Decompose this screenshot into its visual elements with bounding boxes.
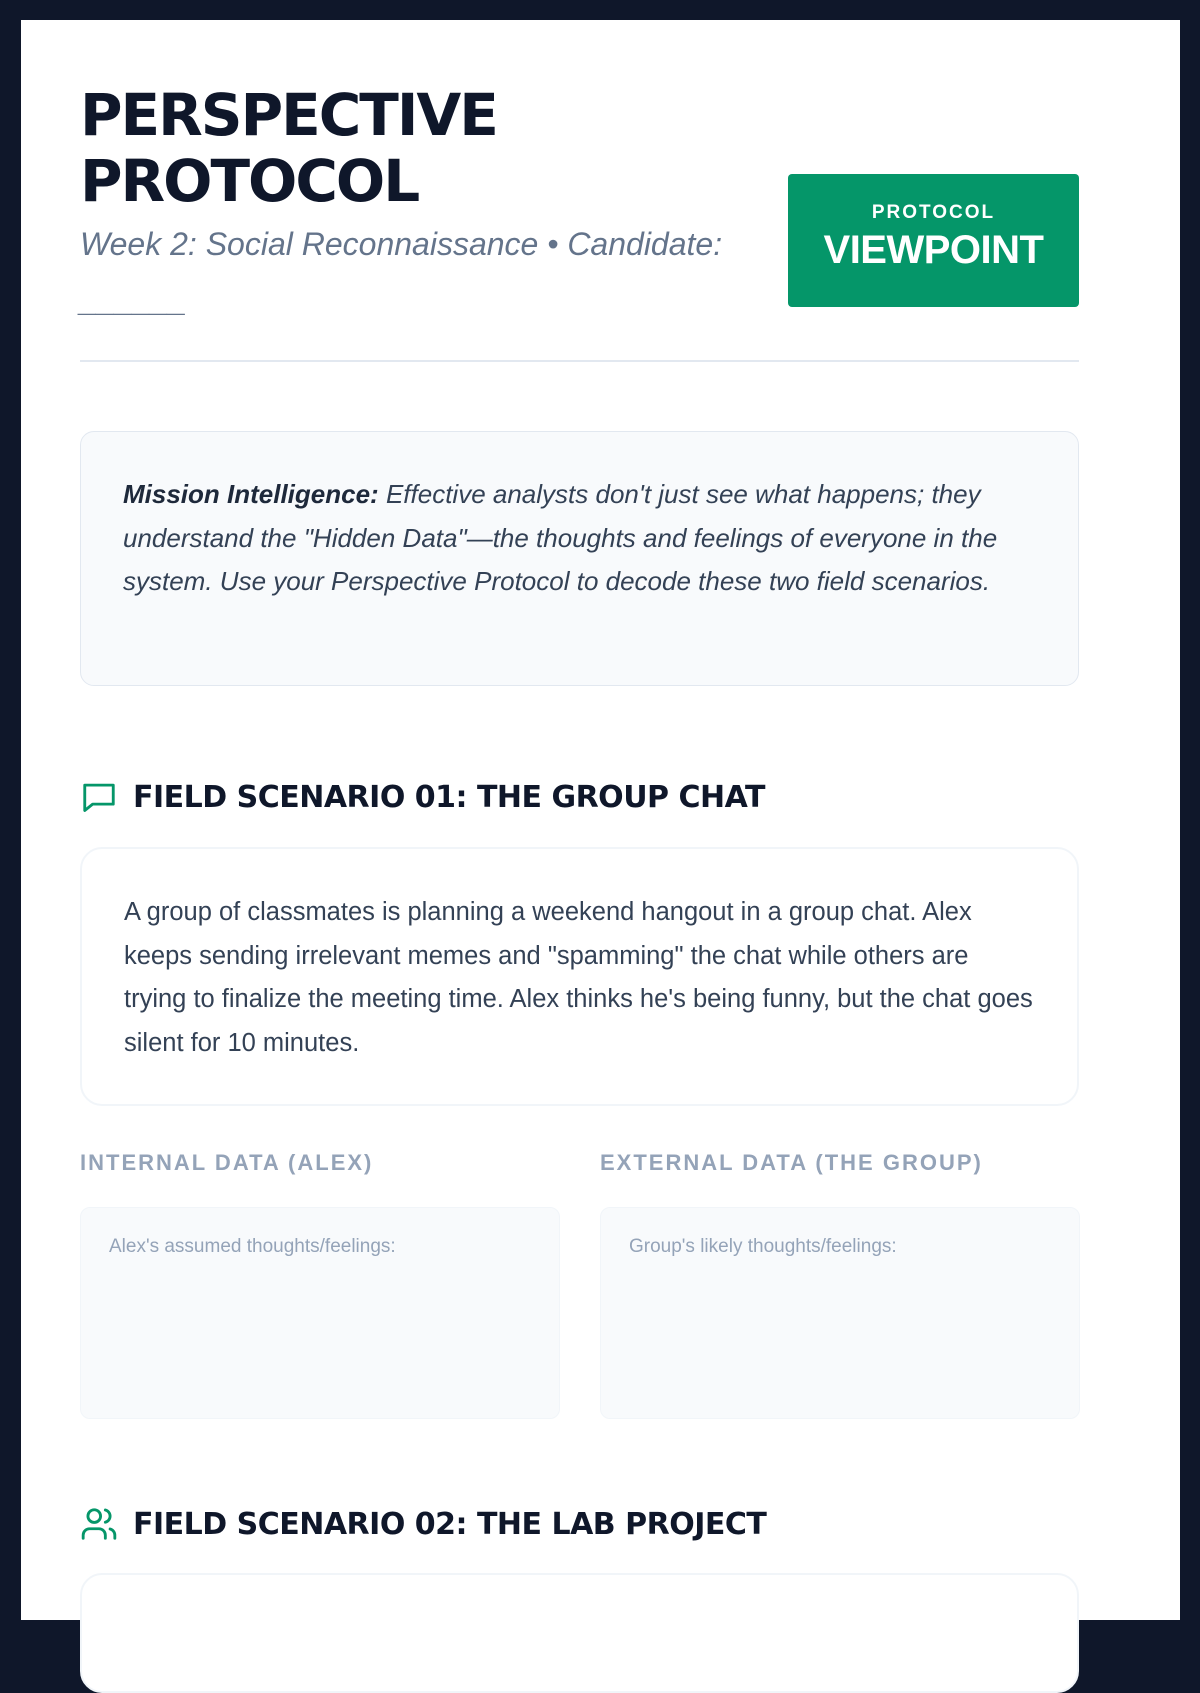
scenario-01-heading [80,777,1080,817]
header-divider [80,360,1079,362]
scenario-01-title: FIELD SCENARIO 01: THE GROUP CHAT [133,779,765,815]
users-icon [80,1505,118,1543]
external-data-label: EXTERNAL DATA (THE GROUP) [600,1150,983,1175]
scenario-01-description: A group of classmates is planning a weekend hangout in a group chat. Alex keeps sending irrelevant memes and "spamming" the chat while others are trying to finalize the meeting time. Alex thinks he's being funny, but the chat goes silent for 10 minutes. [80,847,1079,1106]
badge-label: PROTOCOL [871,202,996,223]
scenario-02-title: FIELD SCENARIO 02: THE LAB PROJECT [133,1506,767,1542]
external-data-field[interactable]: Group's likely thoughts/feelings: [600,1207,1080,1419]
internal-data-label: INTERNAL DATA (ALEX) [80,1150,374,1175]
intro-text: Effective analysts don't just see what happens; they understand the "Hidden Data"—the thoughts and feelings of everyone in the system. Use your Perspective Protocol to decode these two field scenarios. [123,479,998,596]
page-subtitle: Week 2: Social Reconnaissance • Candidate: ______ [80,226,723,318]
protocol-badge [788,174,1079,307]
internal-data-field[interactable]: Alex's assumed thoughts/feelings: [80,1207,560,1419]
scenario-02-heading [80,1504,1080,1544]
scenario-02-description [80,1573,1079,1693]
mission-intelligence-box [80,431,1079,686]
intro-label: Mission Intelligence: [123,479,379,509]
page-title: PERSPECTIVE PROTOCOL [80,81,497,215]
badge-title: VIEWPOINT [823,228,1044,272]
chat-bubble-icon [80,778,118,816]
